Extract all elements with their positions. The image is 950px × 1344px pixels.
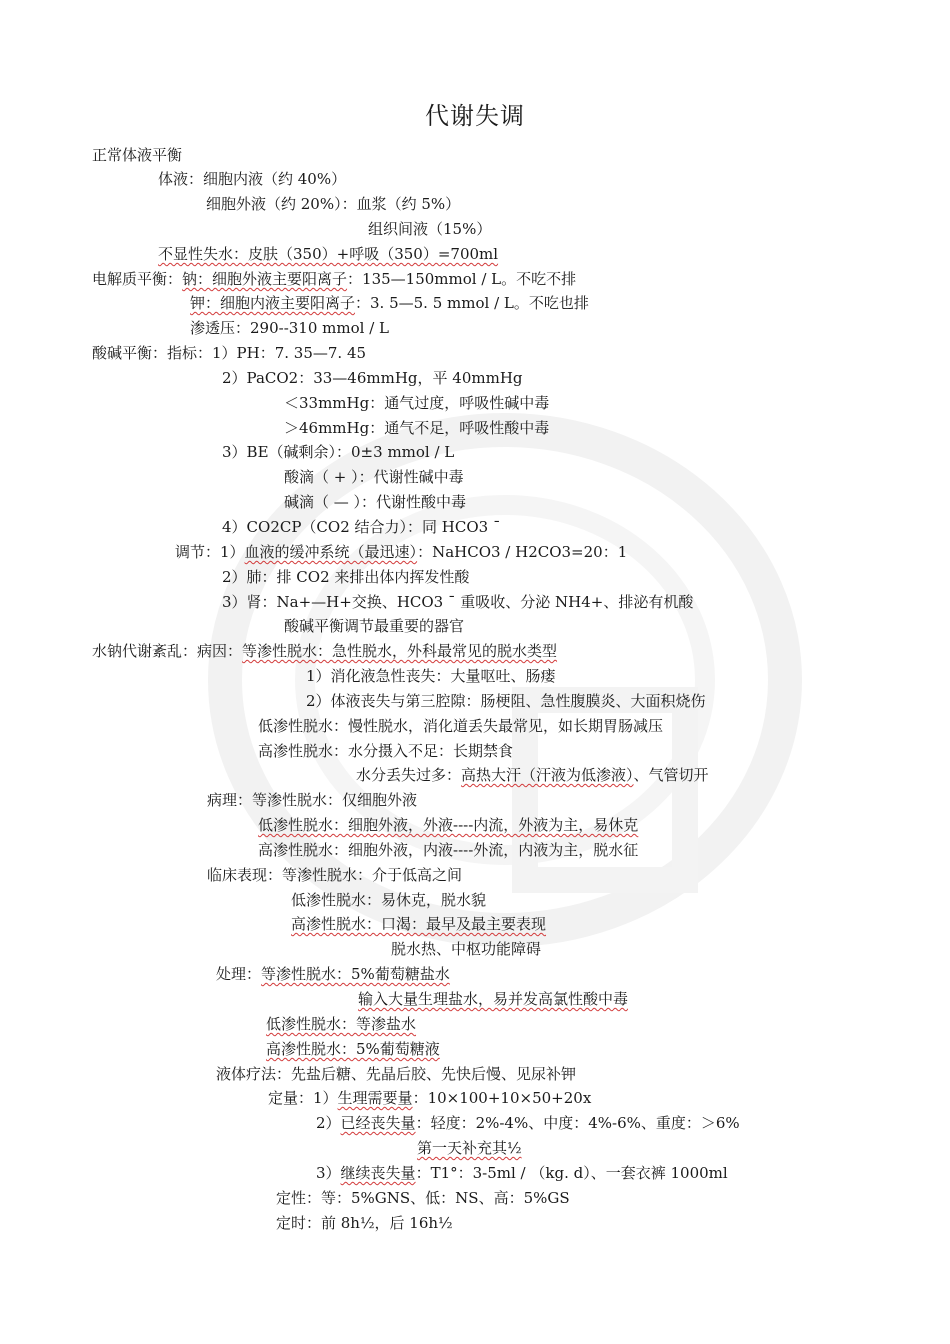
text-line bbox=[291, 889, 486, 911]
text-segment: 定时：前 8h½，后 16h½ bbox=[276, 1214, 453, 1232]
text-line bbox=[222, 566, 469, 588]
underlined-text: 不显性失水：皮肤（350）+呼吸（350）=700ml bbox=[158, 245, 499, 263]
underlined-text: 继续丧失量 bbox=[340, 1164, 416, 1182]
text-line bbox=[276, 1187, 570, 1209]
text-segment: ：3. 5—5. 5 mmol / L。不吃也排 bbox=[355, 294, 589, 312]
text-line bbox=[356, 764, 709, 786]
text-line bbox=[258, 740, 513, 762]
underlined-text: 钾：细胞内液主要阳离子 bbox=[190, 294, 356, 312]
text-line bbox=[284, 491, 466, 513]
text-segment: 低渗性脱水：慢性脱水，消化道丢失最常见，如长期胃肠减压 bbox=[258, 717, 664, 735]
text-segment: 酸滴（ + ）：代谢性碱中毒 bbox=[284, 468, 464, 486]
text-segment: 水钠代谢紊乱：病因： bbox=[92, 642, 243, 660]
underlined-text: 生理需要量 bbox=[337, 1089, 413, 1107]
text-segment: 4）CO2CP（CO2 结合力）：同 HCO3 ¯ bbox=[222, 518, 501, 536]
text-line bbox=[316, 1112, 740, 1134]
text-segment: ：T1°：3-5ml / （kg. d）、一套衣裤 1000ml bbox=[415, 1164, 728, 1182]
text-line bbox=[216, 963, 450, 985]
text-segment: ：轻度：2%-4%、中度：4%-6%、重度：＞6% bbox=[415, 1114, 740, 1132]
text-segment: 定性：等：5%GNS、低：NS、高：5%GS bbox=[276, 1189, 570, 1207]
underlined-text: 低渗性脱水：细胞外液，外液----内流，外液为主，易休克 bbox=[258, 816, 639, 834]
text-segment: 2）PaCO2：33—46mmHg，平 40mmHg bbox=[222, 369, 523, 387]
text-segment: 1）消化液急性丧失：大量呕吐、肠瘘 bbox=[306, 667, 556, 685]
text-line bbox=[266, 1038, 440, 1060]
underlined-text: 已经丧失量 bbox=[340, 1114, 416, 1132]
text-line bbox=[306, 665, 556, 687]
text-segment: 2） bbox=[316, 1114, 341, 1132]
underlined-text: 钠：细胞外液主要阳离子 bbox=[182, 270, 348, 288]
text-segment: 碱滴（ — ）：代谢性酸中毒 bbox=[284, 493, 467, 511]
text-line bbox=[284, 615, 464, 637]
text-line bbox=[175, 541, 627, 563]
text-segment: 高渗性脱水：水分摄入不足：长期禁食 bbox=[258, 742, 514, 760]
text-segment: 定量：1） bbox=[268, 1089, 338, 1107]
text-line bbox=[216, 1063, 576, 1085]
text-segment: 细胞外液（约 20%）：血浆（约 5%） bbox=[206, 195, 461, 213]
underlined-text: 等渗性脱水：5%葡萄糖盐水 bbox=[261, 965, 450, 983]
text-segment: 酸碱平衡调节最重要的器官 bbox=[284, 617, 465, 635]
text-line bbox=[92, 144, 182, 166]
text-segment: 2）体液丧失与第三腔隙：肠梗阻、急性腹膜炎、大面积烧伤 bbox=[306, 692, 706, 710]
text-segment: 电解质平衡： bbox=[92, 270, 183, 288]
text-line bbox=[266, 1013, 416, 1035]
underlined-text: 高热大汗（汗液为低渗液） bbox=[461, 766, 634, 784]
underlined-text: 高渗性脱水：5%葡萄糖液 bbox=[266, 1040, 440, 1058]
text-segment: 液体疗法：先盐后糖、先晶后胶、先快后慢、见尿补钾 bbox=[216, 1065, 577, 1083]
text-segment: 病理：等渗性脱水：仅细胞外液 bbox=[207, 791, 418, 809]
text-line bbox=[190, 317, 389, 339]
text-line bbox=[268, 1087, 591, 1109]
text-segment: 渗透压：290--310 mmol / L bbox=[190, 319, 389, 337]
text-segment: ：NaHCO3 / H2CO3=20：1 bbox=[417, 543, 628, 561]
underlined-text: 第一天补充其½ bbox=[417, 1139, 522, 1157]
text-segment: 3） bbox=[316, 1164, 341, 1182]
text-segment: 处理： bbox=[216, 965, 262, 983]
text-line bbox=[158, 168, 346, 190]
text-segment: 高渗性脱水：细胞外液，内液----外流，内液为主，脱水征 bbox=[258, 841, 639, 859]
text-line bbox=[207, 789, 417, 811]
underlined-text: 输入大量生理盐水，易并发高氯性酸中毒 bbox=[358, 990, 629, 1008]
text-segment: 正常体液平衡 bbox=[92, 146, 183, 164]
text-line bbox=[284, 466, 464, 488]
text-line bbox=[222, 591, 693, 613]
text-line bbox=[291, 913, 546, 935]
document-title: 代谢失调 bbox=[425, 102, 525, 130]
text-segment: 调节：1） bbox=[175, 543, 245, 561]
text-segment: 2）肺：排 CO2 来排出体内挥发性酸 bbox=[222, 568, 470, 586]
text-line bbox=[258, 715, 663, 737]
text-line bbox=[284, 417, 549, 439]
text-line bbox=[92, 640, 557, 662]
text-line bbox=[206, 193, 460, 215]
underlined-text: 等渗性脱水：急性脱水，外科最常见的脱水类型 bbox=[242, 642, 558, 660]
text-line bbox=[258, 839, 638, 861]
underlined-text: 低渗性脱水：等渗盐水 bbox=[266, 1015, 417, 1033]
text-segment: 组织间液（15%） bbox=[368, 220, 492, 238]
text-line bbox=[92, 268, 576, 290]
text-line bbox=[316, 1162, 728, 1184]
text-line bbox=[92, 342, 366, 364]
text-segment: 临床表现：等渗性脱水：介于低高之间 bbox=[207, 866, 463, 884]
text-line bbox=[391, 938, 541, 960]
underlined-text: 血液的缓冲系统（最迅速） bbox=[244, 543, 418, 561]
text-line bbox=[190, 292, 589, 314]
text-segment: ：135—150mmol / L。不吃不排 bbox=[347, 270, 577, 288]
underlined-text: 高渗性脱水：口渴：最早及最主要表现 bbox=[291, 915, 547, 933]
text-line bbox=[276, 1212, 453, 1234]
text-segment: 3）BE（碱剩余）：0±3 mmol / L bbox=[222, 443, 455, 461]
text-segment: 、气管切开 bbox=[633, 766, 709, 784]
text-segment: ＞46mmHg：通气不足，呼吸性酸中毒 bbox=[284, 419, 550, 437]
text-line bbox=[358, 988, 628, 1010]
text-segment: 3）肾：Na+—H+交换、HCO3 ¯ 重吸收、分泌 NH4+、排泌有机酸 bbox=[222, 593, 694, 611]
text-line bbox=[258, 814, 638, 836]
text-segment: 脱水热、中枢功能障碍 bbox=[391, 940, 542, 958]
text-line bbox=[284, 392, 549, 414]
text-line bbox=[306, 690, 706, 712]
text-segment: 水分丢失过多： bbox=[356, 766, 462, 784]
text-line bbox=[222, 516, 500, 538]
text-line bbox=[222, 441, 454, 463]
text-line bbox=[207, 864, 462, 886]
text-line bbox=[368, 218, 491, 240]
text-segment: 体液：细胞内液（约 40%） bbox=[158, 170, 347, 188]
text-segment: 低渗性脱水：易休克，脱水貌 bbox=[291, 891, 487, 909]
text-line bbox=[417, 1137, 522, 1159]
text-segment: ：10×100+10×50+20x bbox=[412, 1089, 592, 1107]
text-line bbox=[158, 243, 498, 265]
text-line bbox=[222, 367, 523, 389]
text-segment: ＜33mmHg：通气过度，呼吸性碱中毒 bbox=[284, 394, 550, 412]
text-segment: 酸碱平衡：指标：1）PH：7. 35—7. 45 bbox=[92, 344, 367, 362]
